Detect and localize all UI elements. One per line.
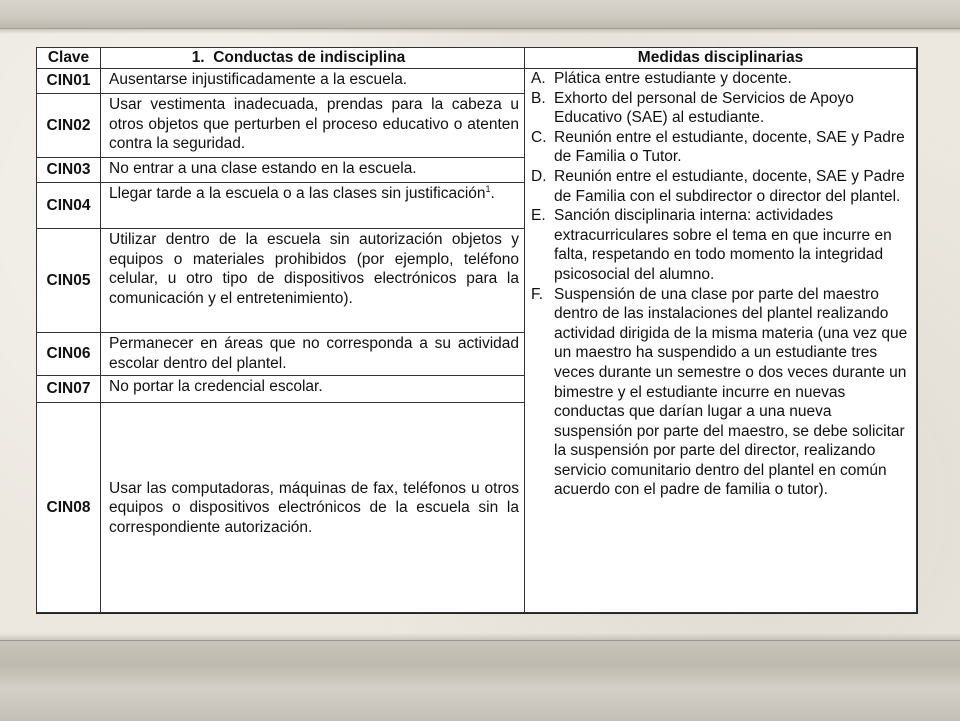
row-conduct-text: Llegar tarde a la escuela o a las clases sin justificación [109,185,486,202]
row-conduct [101,183,525,229]
measure-text: Sanción disciplinaria interna: actividades extracurriculares sobre el tema en que incurre en falta, respetando en todo momento la integridad psicosocial del alumno. [554,207,892,283]
measures-cell [525,69,917,613]
bottom-decorative-band [0,640,960,721]
row-conduct-tail: . [490,185,495,202]
row-key: CIN05 [37,229,101,333]
measure-letter: F. [531,285,544,303]
measure-letter: D. [531,167,547,185]
measure-item [531,69,912,89]
row-key: CIN04 [37,183,101,229]
row-conduct: No entrar a una clase estando en la escuela. [101,158,525,183]
table-row [37,69,917,94]
measure-item [531,285,912,501]
measure-text: Reunión entre el estudiante, docente, SAE y Padre de Familia con el subdirector o director del plantel. [554,167,905,205]
measure-letter: C. [531,128,547,146]
row-conduct: Usar vestimenta inadecuada, prendas para la cabeza u otros objetos que perturben el proceso educativo o atenten contra la seguridad. [101,94,525,158]
measure-item [531,89,912,128]
row-key: CIN02 [37,94,101,158]
measure-item [531,206,912,284]
measure-text: Exhorto del personal de Servicios de Apoyo Educativo (SAE) al estudiante. [554,89,854,127]
table-header-row [37,48,917,69]
header-conduct-label: 1. Conductas de indisciplina [191,49,406,66]
row-conduct: Usar las computadoras, máquinas de fax, teléfonos u otros equipos o dispositivos electrónicos de la escuela sin la correspondiente autorización. [101,403,525,613]
discipline-table [36,47,917,613]
measure-letter: A. [531,70,546,87]
header-measures: Medidas disciplinarias [525,48,917,69]
row-key: CIN08 [37,403,101,613]
header-key: Clave [37,48,101,69]
top-decorative-band [0,0,960,29]
row-key: CIN06 [37,333,101,376]
header-conduct [101,48,525,69]
measure-item [531,128,912,167]
row-conduct: Ausentarse injustificadamente a la escuela. [101,69,525,94]
row-conduct: Permanecer en áreas que no corresponda a su actividad escolar dentro del plantel. [101,333,525,376]
footnote-marker: 1 [485,183,491,194]
measure-letter: B. [531,89,546,107]
measure-text: Reunión entre el estudiante, docente, SAE y Padre de Familia o Tutor. [554,128,905,166]
row-key: CIN03 [37,158,101,183]
row-key: CIN01 [37,69,101,94]
row-key: CIN07 [37,376,101,403]
measure-letter: E. [531,207,546,225]
row-conduct: Utilizar dentro de la escuela sin autorización objetos y equipos o materiales prohibidos (por ejemplo, teléfono celular, u otro tipo de dispositivos electrónicos para la comunicación y el entretenimiento). [101,229,525,333]
row-conduct: No portar la credencial escolar. [101,376,525,403]
measure-item [531,167,912,206]
measure-text: Plática entre estudiante y docente. [554,70,792,87]
measure-text: Suspensión de una clase por parte del maestro dentro de las instalaciones del plantel realizando actividad dirigida de la misma materia (una vez que un maestro ha suspendido a un estudiante tres veces durante un semestre o dos veces durante un bimestre y el estudiante incurre en nuevas conductas que darían lugar a una nueva suspensión por parte del maestro, se debe solicitar la suspensión por parte del director, realizando servicio comunitario dentro del plantel en común acuerdo con el padre de familia o tutor). [554,285,908,499]
